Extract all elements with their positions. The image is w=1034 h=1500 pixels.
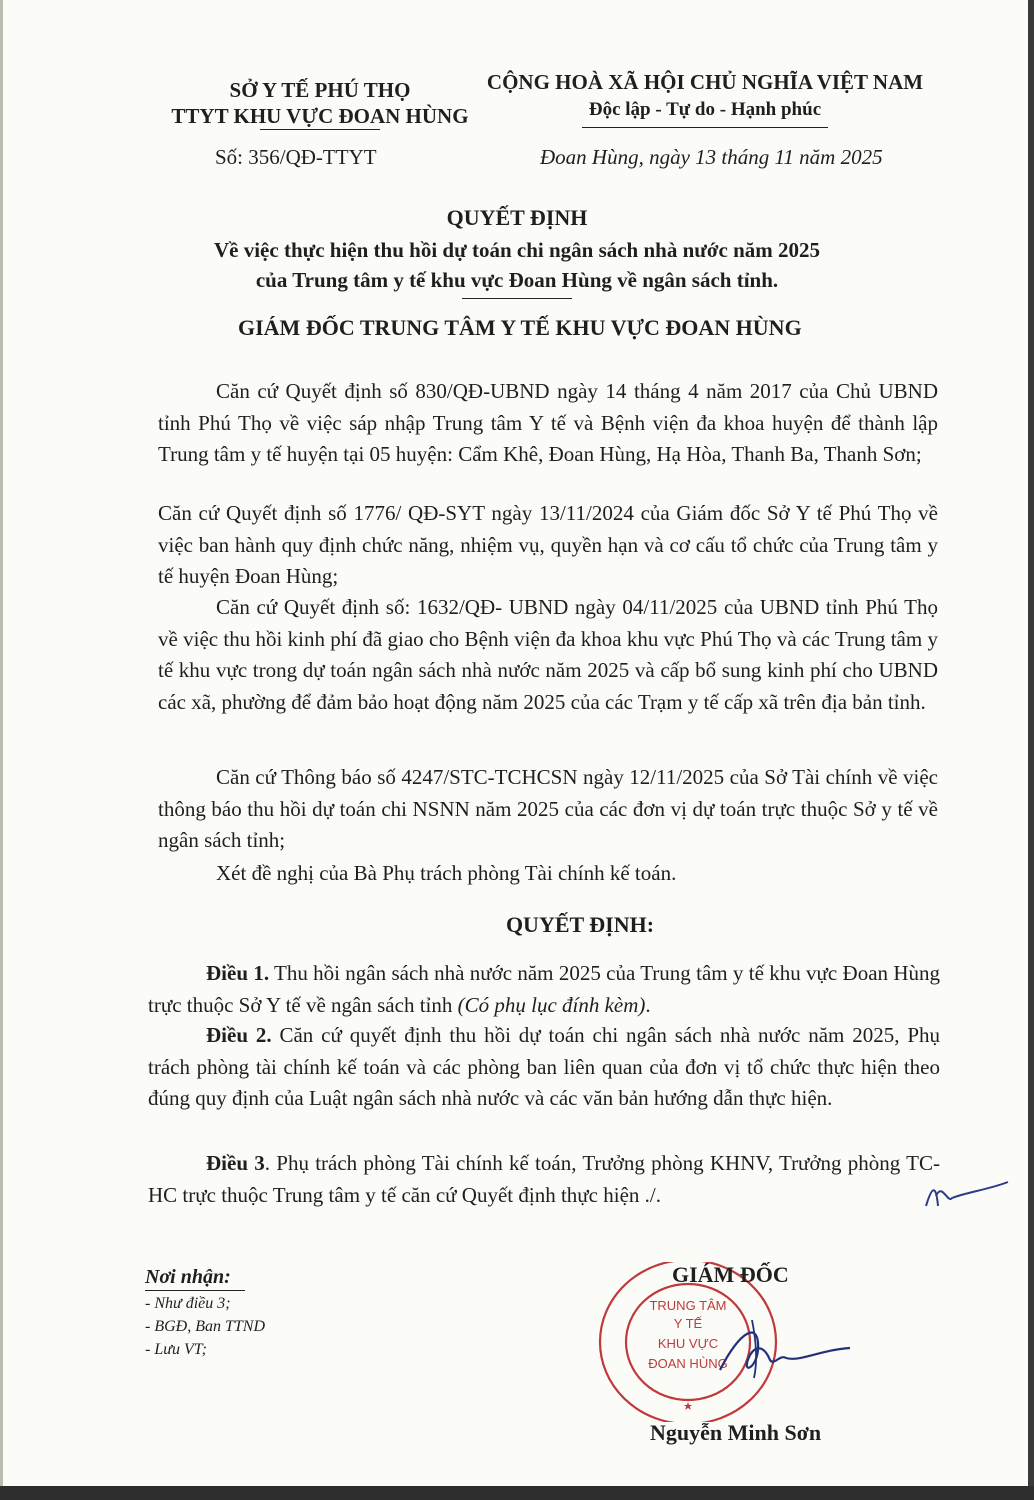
place-date: Đoan Hùng, ngày 13 tháng 11 năm 2025: [540, 145, 883, 169]
unit-name-text: TTYT KHU VỰC ĐOAN HÙNG: [171, 104, 469, 128]
article-3-label: Điều 3: [206, 1151, 265, 1175]
national-motto: [470, 99, 940, 121]
basis-paragraph-4: Căn cứ Thông báo số 4247/STC-TCHCSN ngày 12/11/2025 của Sở Tài chính về việc thông báo thu hồi dự toán chi NSNN năm 2025 của các đơn vị dự toán trực thuộc Sở y tế về ngân sách tỉnh;: [158, 765, 938, 852]
article-2-label: Điều 2.: [206, 1023, 272, 1047]
article-1-label: Điều 1.: [206, 961, 270, 985]
stamp-line-3: KHU VỰC: [657, 1336, 719, 1351]
basis-paragraph-1: Căn cứ Quyết định số 830/QĐ-UBND ngày 14 tháng 4 năm 2017 của Chủ UBND tỉnh Phú Thọ về việc sáp nhập Trung tâm Y tế và Bệnh viện đa khoa huyện để thành lập Trung tâm y tế huyện tại 05 huyện: Cẩm Khê, Đoan Hùng, Hạ Hòa, Thanh Ba, Thanh Sơn;: [158, 379, 938, 466]
stamp-line-2: Y TẾ: [673, 1316, 703, 1331]
article-1-tail: .: [645, 992, 651, 1017]
subject-line-1: Về việc thực hiện thu hồi dự toán chi ngân sách nhà nước năm 2025: [213, 238, 821, 262]
signer-name: Nguyễn Minh Sơn: [650, 1420, 822, 1445]
basis-paragraph-5: Xét đề nghị của Bà Phụ trách phòng Tài chính kế toán.: [216, 861, 677, 885]
stamp-star-icon: [684, 1402, 692, 1410]
signer-position: GIÁM ĐỐC: [672, 1262, 789, 1287]
subject-underline: [462, 298, 572, 299]
article-2: [148, 1020, 940, 1115]
article-2-text: Căn cứ quyết định thu hồi dự toán chi ngân sách nhà nước năm 2025, Phụ trách phòng tài chính kế toán và các phòng ban liên quan của đơn vị tổ chức thực hiện theo đúng quy định của Luật ngân sách nhà nước và các văn bản hướng dẫn thực hiện.: [148, 1023, 941, 1110]
unit-name-underline: [260, 129, 380, 130]
recipient-item: - BGĐ, Ban TTND: [145, 1318, 266, 1335]
stamp-line-1: TRUNG TÂM: [649, 1298, 727, 1313]
recipients-heading-underline: [145, 1290, 245, 1291]
article-1: [148, 958, 940, 1021]
national-motto-text: Độc lập - Tự do - Hạnh phúc: [588, 99, 822, 120]
agency-name: SỞ Y TẾ PHÚ THỌ: [229, 78, 411, 102]
national-title: CỘNG HOÀ XÃ HỘI CHỦ NGHĨA VIỆT NAM: [486, 70, 924, 94]
subject-line-2: của Trung tâm y tế khu vực Đoan Hùng về ngân sách tỉnh.: [255, 268, 779, 292]
document-type: QUYẾT ĐỊNH: [446, 205, 588, 230]
stamp-line-4: ĐOAN HÙNG: [648, 1356, 728, 1371]
page-edge-bottom: [0, 1486, 1034, 1500]
national-motto-underline: [582, 127, 828, 128]
article-1-text: Thu hồi ngân sách nhà nước năm 2025 của Trung tâm y tế khu vực Đoan Hùng trực thuộc Sở Y tế về ngân sách tỉnh: [148, 961, 941, 1017]
recipients-heading-text: Nơi nhận: [145, 1266, 225, 1288]
recipients-heading-colon: :: [224, 1266, 231, 1288]
handwritten-signature: [700, 1300, 860, 1390]
unit-name: [160, 104, 480, 129]
basis-paragraph-2: Căn cứ Quyết định số 1776/ QĐ-SYT ngày 13/11/2024 của Giám đốc Sở Y tế Phú Thọ về việc ban hành quy định chức năng, nhiệm vụ, quyền hạn và cơ cấu tổ chức của Trung tâm y tế huyện Đoan Hùng;: [158, 501, 938, 588]
document-number: Số: 356/QĐ-TTYT: [215, 145, 377, 169]
basis-paragraph-3: Căn cứ Quyết định số: 1632/QĐ- UBND ngày 04/11/2025 của UBND tỉnh Phú Thọ về việc thu hồi kinh phí đã giao cho Bệnh viện đa khoa khu vực Phú Thọ và các Trung tâm y tế khu vực trong dự toán ngân sách nhà nước năm 2025 và cấp bổ sung kinh phí cho UBND các xã, phường để đảm bảo hoạt động năm 2025 của các Trạm y tế cấp xã trên địa bản tỉnh.: [158, 595, 938, 714]
article-3: [148, 1148, 940, 1211]
article-3-text: . Phụ trách phòng Tài chính kế toán, Trưởng phòng KHNV, Trưởng phòng TC-HC trực thuộc Trung tâm y tế căn cứ Quyết định thực hiện ./.: [148, 1151, 941, 1207]
handwritten-initial-mark: [922, 1176, 1012, 1216]
issuing-authority: GIÁM ĐỐC TRUNG TÂM Y TẾ KHU VỰC ĐOAN HÙNG: [238, 315, 802, 340]
article-1-note: (Có phụ lục đính kèm): [457, 992, 646, 1017]
recipients-heading: [145, 1266, 231, 1289]
recipient-item: - Lưu VT;: [145, 1341, 207, 1358]
decision-heading: QUYẾT ĐỊNH:: [505, 912, 655, 937]
recipient-item: - Như điều 3;: [145, 1295, 231, 1312]
